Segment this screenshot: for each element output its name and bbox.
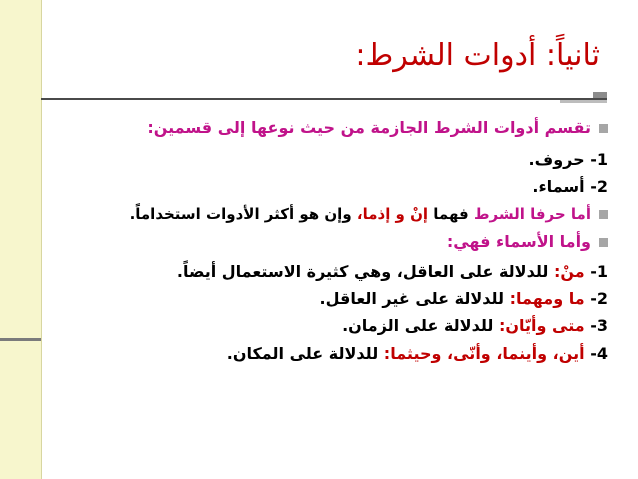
divider-shadow [560,100,607,103]
item-rest: للدلالة على العاقل، وهي كثيرة الاستعمال أيضاً. [176,262,549,281]
item-number: 1- [590,150,608,169]
item-number: 3- [590,316,608,335]
particles-mid: فهما [433,205,469,223]
particles-lead: أما حرفا الشرط [473,205,591,223]
intro-text: تقسم أدوات الشرط الجازمة من حيث نوعها إلى قسمين: [147,118,591,137]
item-rest: للدلالة على الزمان. [342,316,494,335]
nouns-heading: وأما الأسماء فهي: [446,232,591,251]
item-key: أين، وأينما، وأنّى، وحيثما: [383,344,585,363]
divider-accent [593,92,607,98]
item-key: منْ: [553,262,585,281]
list-item-nouns [532,177,608,196]
bullet-line-particles [130,205,608,223]
left-strip-border [41,0,42,479]
particles-words: إنْ و إذما، [356,205,429,223]
noun-item-mata [342,316,608,335]
item-number: 1- [590,262,608,281]
left-strip-notch [0,338,41,341]
bullet-line-nouns [447,232,608,251]
item-number: 4- [590,344,608,363]
item-key: ما ومهما: [509,289,585,308]
item-rest: للدلالة على المكان. [226,344,379,363]
item-text: حروف. [528,150,585,169]
square-bullet-icon [599,238,608,247]
title-divider [41,98,607,100]
item-number: 2- [590,177,608,196]
square-bullet-icon [599,124,608,133]
particles-rest: وإن هو أكثر الأدوات استخداماً. [129,205,352,223]
item-rest: للدلالة على غير العاقل. [319,289,505,308]
bullet-line-intro [147,118,608,137]
slide-title: ثانياً: أدوات الشرط: [355,38,600,73]
item-key: متى وأيّان: [498,316,585,335]
noun-item-ayna [227,344,608,363]
noun-item-ma [319,289,608,308]
list-item-letters [529,150,608,169]
item-number: 2- [590,289,608,308]
square-bullet-icon [599,210,608,219]
noun-item-man [177,262,608,281]
left-decorative-strip [0,0,41,479]
item-text: أسماء. [532,177,585,196]
